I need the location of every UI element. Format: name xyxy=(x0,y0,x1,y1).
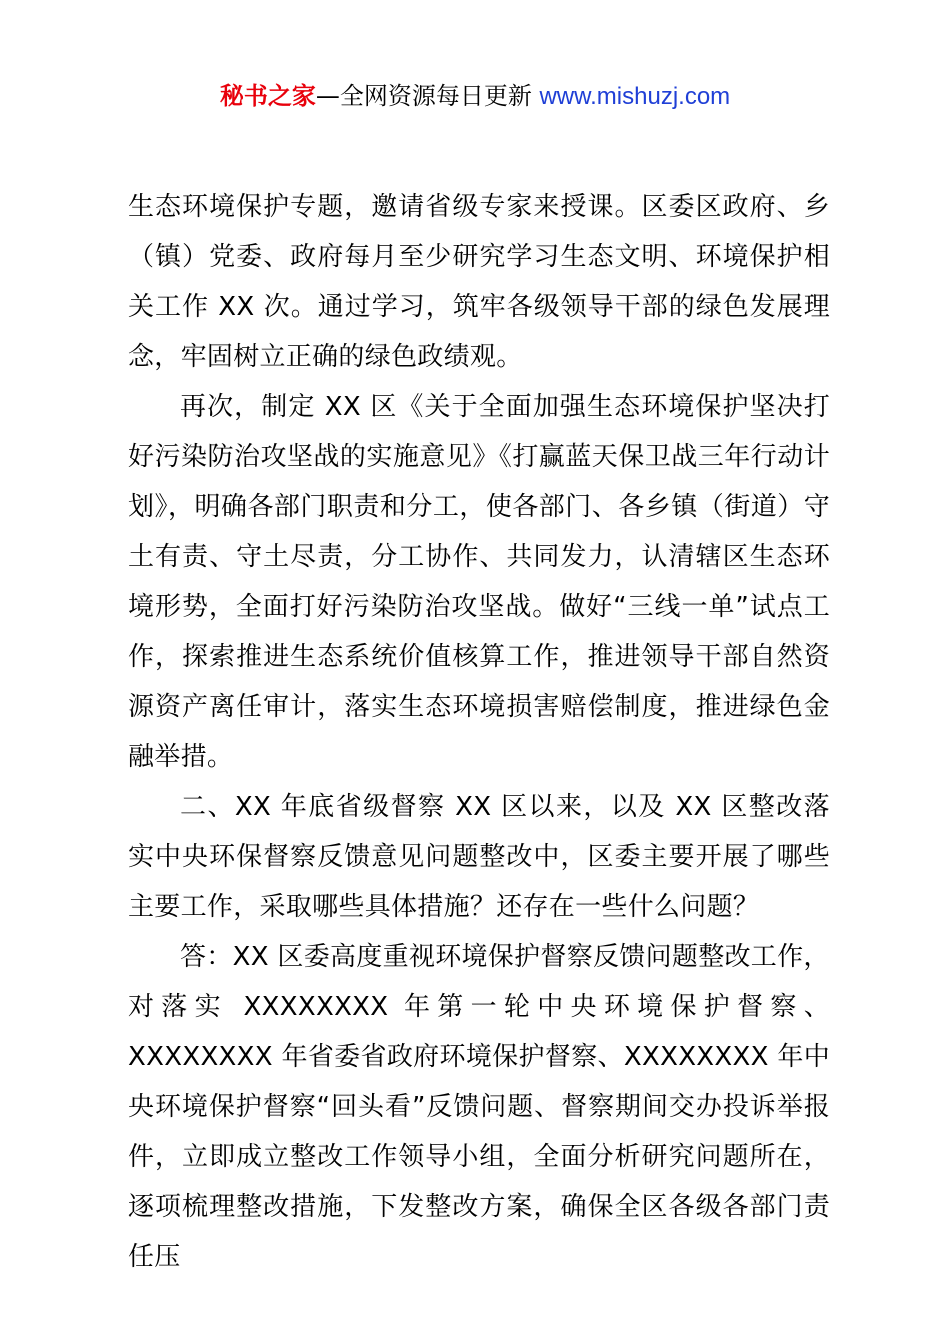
paragraph-2: 再次，制定 XX 区《关于全面加强生态环境保护坚决打好污染防治攻坚战的实施意见》《打赢蓝天保卫战三年行动计划》，明确各部门职责和分工，使各部门、各乡镇（街道）守土有责、守土尽责，分工协作、共同发力，认清辖区生态环境形势，全面打好污染防治攻坚战。做好“三线一单”试点工作，探索推进生态系统价值核算工作，推进领导干部自然资源资产离任审计，落实生态环境损害赔偿制度，推进绿色金融举措。 xyxy=(128,392,830,772)
paragraph-4-answer-rest: XXXXXXXX 年省委省政府环境保护督察、XXXXXXXX 年中央环境保护督察“回头看”反馈问题、督察期间交办投诉举报件，立即成立整改工作领导小组，全面分析研究问题所在，逐项梳理整改措施，下发整改方案，确保全区各级各部门责任压 xyxy=(128,1042,830,1272)
document-body xyxy=(128,182,830,1282)
paragraph-1: 生态环境保护专题，邀请省级专家来授课。区委区政府、乡（镇）党委、政府每月至少研究学习生态文明、环境保护相关工作 XX 次。通过学习，筑牢各级领导干部的绿色发展理念，牢固树立正确的绿色政绩观。 xyxy=(128,192,830,372)
paragraph-4-answer-line-1: 答：XX 区委高度重视环境保护督察反馈问题整改工作， xyxy=(180,942,830,972)
page-header xyxy=(0,80,950,113)
paragraph-3-question: 二、XX 年底省级督察 XX 区以来，以及 XX 区整改落实中央环保督察反馈意见问题整改中，区委主要开展了哪些主要工作，采取哪些具体措施？还存在一些什么问题？ xyxy=(128,792,830,922)
header-url-link[interactable]: www.mishuzj.com xyxy=(539,83,731,110)
paragraph-4-answer-line-2: 对落实 XXXXXXXX 年第一轮中央环境保护督察、 xyxy=(128,992,830,1022)
header-tagline: —全网资源每日更新 xyxy=(315,82,532,110)
header-brand: 秘书之家 xyxy=(219,82,316,110)
